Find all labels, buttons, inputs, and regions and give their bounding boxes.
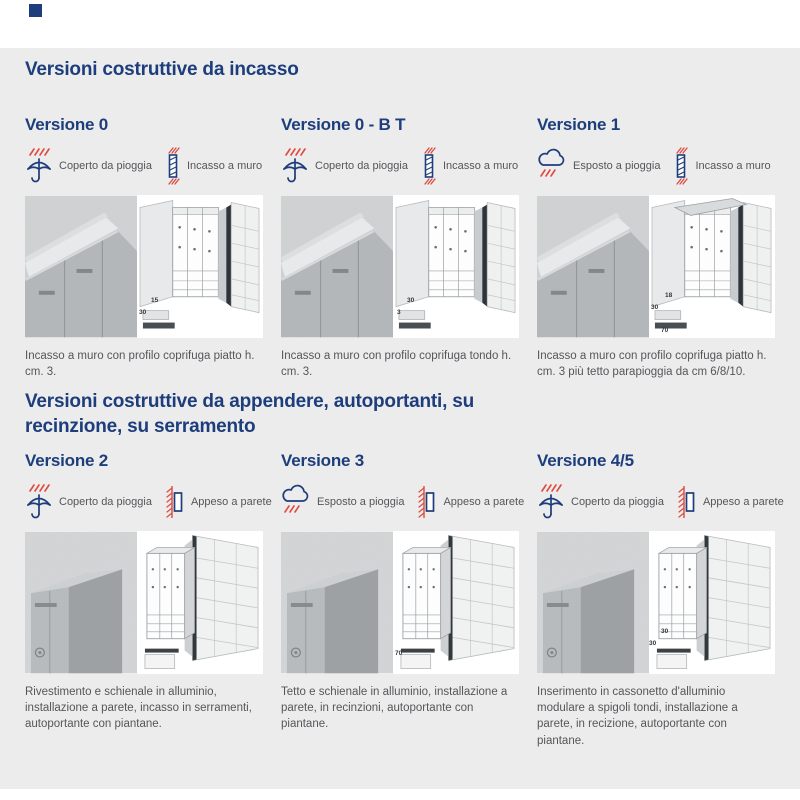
climate-feature [25,484,152,520]
wall-hung-icon [165,484,185,520]
climate-label: Esposto a pioggia [573,159,661,172]
climate-label: Coperto da pioggia [571,496,664,509]
mount-feature [677,484,784,520]
product-photo-and-drawing [537,195,775,338]
climate-label: Coperto da pioggia [315,159,408,172]
feature-icons [281,144,519,188]
dimension-label: 30 [407,296,415,304]
dimension-label: 15 [151,296,159,304]
feature-icons [25,480,272,524]
dimension-label: 30 [661,628,669,636]
mount-feature [673,147,770,185]
version-card-0 [25,115,263,380]
recessed-wall-icon [421,147,437,185]
mount-label: Appeso a parete [443,496,525,509]
cards-row-incasso [25,115,775,380]
mount-feature [165,484,272,520]
mount-label: Appeso a parete [702,496,784,509]
version-card-2 [25,451,272,748]
product-photo-and-drawing [25,195,263,338]
climate-feature [281,484,404,520]
mount-label: Incasso a muro [186,159,263,172]
dimension-label: 30 [651,303,659,311]
version-card-1 [537,115,775,380]
umbrella-icon [281,148,309,184]
version-description: Incasso a muro con profilo coprifuga piatto h. cm. 3 più tetto parapioggia da cm 6/8/10. [537,349,767,378]
feature-icons [281,480,525,524]
mount-label: Incasso a muro [695,159,771,172]
mount-feature [417,484,524,520]
version-description: Tetto e schienale in alluminio, installazione a parete, in recinzioni, autoportante con piantane. [281,686,508,731]
dimension-label: 70 [661,326,669,334]
version-title: Versione 3 [281,451,365,471]
version-title: Versione 0 - B T [281,114,406,134]
content-band [0,48,800,789]
climate-label: Coperto da pioggia [59,496,152,509]
version-description: Incasso a muro con profilo coprifuga piatto h. cm. 3. [25,349,255,378]
umbrella-icon [25,148,53,184]
wall-hung-icon [417,484,437,520]
recessed-wall-icon [673,147,689,185]
section-heading-incasso: Versioni costruttive da incasso [25,59,299,80]
version-title: Versione 0 [25,114,109,134]
cloud-rain-icon [281,484,311,520]
dimension-label: 18 [665,291,673,299]
version-card-0bt [281,115,519,380]
umbrella-icon [25,484,53,520]
climate-label: Coperto da pioggia [59,159,152,172]
feature-icons [25,144,263,188]
climate-feature [537,148,660,184]
version-title: Versione 4/5 [537,451,634,471]
mount-label: Incasso a muro [442,159,519,172]
climate-feature [281,148,408,184]
version-card-45 [537,451,784,748]
product-photo-and-drawing [281,195,519,338]
product-photo-and-drawing [537,531,775,674]
mount-feature [421,147,518,185]
feature-icons [537,480,784,524]
version-title: Versione 1 [537,114,621,134]
mount-feature [165,147,262,185]
mount-label: Appeso a parete [190,496,272,509]
dimension-label: 30 [649,640,657,648]
climate-feature [25,148,152,184]
version-card-3 [281,451,525,748]
version-description: Rivestimento e schienale in alluminio, installazione a parete, incasso in serramenti, autoportante con piantane. [25,686,252,731]
climate-label: Esposto a pioggia [317,496,405,509]
climate-feature [537,484,664,520]
version-description: Inserimento in cassonetto d'alluminio modulare a spigoli tondi, installazione a parete, in recizione, autoportante con piantane. [537,686,738,747]
version-title: Versione 2 [25,451,109,471]
feature-icons [537,144,775,188]
version-description: Incasso a muro con profilo coprifuga tondo h. cm. 3. [281,349,512,378]
product-photo-and-drawing [281,531,519,674]
cards-row-appendere [25,451,784,748]
wall-hung-icon [677,484,697,520]
dimension-label: 3 [397,308,401,316]
dimension-label: 30 [139,308,147,316]
recessed-wall-icon [165,147,181,185]
corner-marker [29,4,42,17]
cloud-rain-icon [537,148,567,184]
product-photo-and-drawing [25,531,263,674]
umbrella-icon [537,484,565,520]
dimension-label: 70 [395,650,403,658]
section-heading-appendere: Versioni costruttive da appendere, autoportanti, su recinzione, su serramento [25,390,475,437]
